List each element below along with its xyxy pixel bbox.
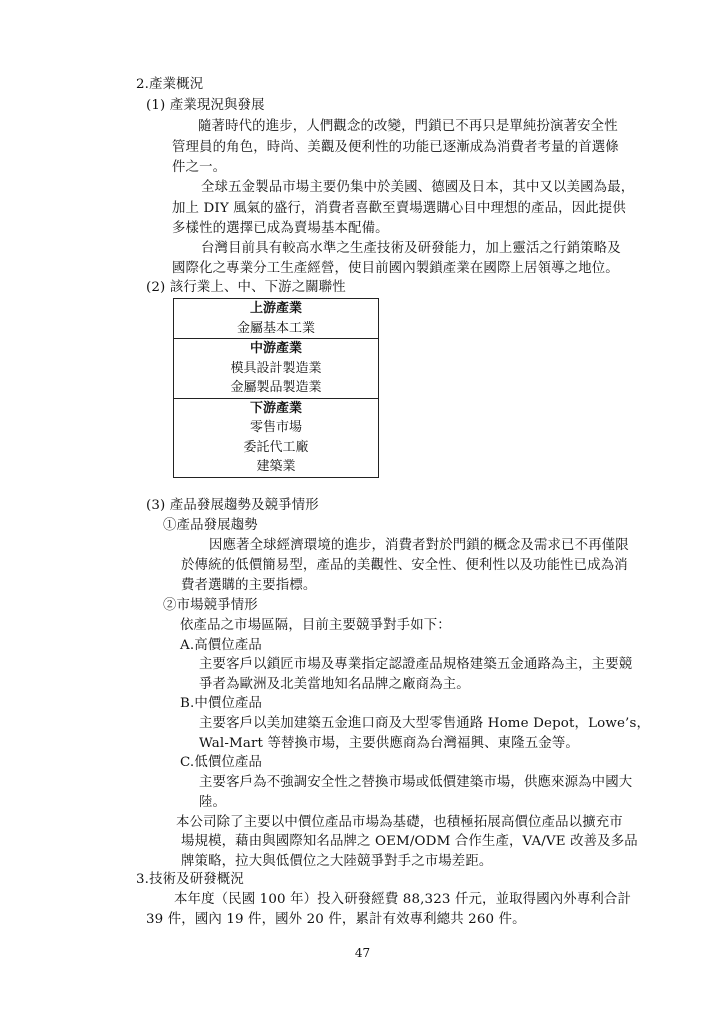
para-line: 本公司除了主要以中價位產品市場為基礎，也積極拓展高價位產品以擴充市 — [176, 815, 623, 830]
subsection-competition-title: ②市場競爭情形 — [163, 598, 258, 613]
para-line: 於傳統的低價簡易型，產品的美觀性、安全性、便利性以及功能性已成為消 — [181, 558, 628, 573]
page-number: 47 — [354, 946, 371, 960]
para-line: 國際化之專業分工生產經營，使目前國內製鎖產業在國際上居領導之地位。 — [172, 261, 619, 276]
section-2-3-title: (3) 產品發展趨勢及競爭情形 — [146, 498, 319, 513]
para-line: 全球五金製品市場主要仍集中於美國、德國及日本，其中又以美國為最， — [201, 180, 635, 195]
competition-intro: 依產品之市場區隔，目前主要競爭對手如下： — [180, 618, 451, 633]
chain-item-row — [174, 457, 379, 477]
chain-item-row — [174, 378, 379, 398]
segment-c-title: C.低價位產品 — [180, 755, 263, 770]
para-line: Wal-Mart 等替換市場，主要供應商為台灣福興、東隆五金等。 — [199, 736, 579, 751]
para-line: 加上 DIY 風氣的盛行，消費者喜歡至賣場選購心目中理想的產品，因此提供 — [172, 201, 626, 216]
chain-item: 模具設計製造業 — [230, 360, 322, 376]
para-line: 主要客戶為不強調安全性之替換市場或低價建築市場，供應來源為中國大 — [199, 775, 633, 790]
chain-item: 金屬基本工業 — [236, 320, 315, 336]
chain-item: 零售市場 — [249, 420, 302, 435]
chain-header-row — [174, 299, 379, 319]
chain-item-row — [174, 418, 379, 438]
chain-item-row — [174, 438, 379, 458]
section-3-title: 3.技術及研發概況 — [136, 872, 244, 887]
chain-item: 金屬製品製造業 — [230, 380, 322, 395]
para-line: 隨著時代的進步，人們觀念的改變，門鎖已不再只是單純扮演著安全性 — [198, 119, 618, 134]
para-line: 件之一。 — [172, 160, 227, 175]
subsection-trend-title: ①產品發展趨勢 — [163, 518, 258, 533]
para-line: 場規模，藉由與國際知名品牌之 OEM/ODM 合作生產，VA/VE 改善及多品 — [181, 834, 638, 849]
para-line: 爭者為歐洲及北美當地知名品牌之廠商為主。 — [199, 677, 470, 692]
chain-item-row — [174, 359, 379, 379]
chain-header-row — [174, 339, 379, 359]
para-line: 管理員的角色，時尚、美觀及便利性的功能已逐漸成為消費者考量的首選條 — [172, 140, 619, 155]
chain-header-midstream: 中游產業 — [174, 339, 379, 359]
segment-b-title: B.中價位產品 — [180, 696, 263, 711]
chain-item-row — [174, 319, 379, 339]
para-line: 39 件，國內 19 件，國外 20 件，累計有效專利總共 260 件。 — [146, 912, 526, 927]
para-line: 陸。 — [199, 795, 227, 810]
para-line: 多樣性的選擇已成為賣場基本配備。 — [172, 221, 389, 236]
industry-chain-table — [173, 298, 379, 478]
para-line: 費者選購的主要指標。 — [181, 578, 317, 593]
section-2-2-title: (2) 該行業上、中、下游之關聯性 — [146, 280, 346, 295]
chain-header-row — [174, 398, 379, 418]
para-line: 主要客戶以美加建築五金進口商及大型零售通路 Home Depot，Lowe’s， — [199, 716, 651, 731]
chain-item: 建築業 — [256, 459, 296, 474]
section-2-1-title: (1) 產業現況與發展 — [146, 98, 265, 113]
para-line: 牌策略，拉大與低價位之大陸競爭對手之市場差距。 — [181, 854, 493, 869]
chain-header-downstream: 下游產業 — [174, 398, 379, 418]
segment-a-title: A.高價位產品 — [180, 638, 262, 653]
section-2-title: 2.產業概況 — [136, 77, 204, 92]
para-line: 本年度（民國 100 年）投入研發經費 88,323 仟元，並取得國內外專利合計 — [174, 892, 631, 907]
chain-item: 委託代工廠 — [243, 439, 309, 455]
para-line: 主要客戶以鎖匠市場及專業指定認證產品規格建築五金通路為主，主要競 — [199, 657, 633, 672]
chain-header-upstream: 上游產業 — [249, 301, 302, 316]
para-line: 因應著全球經濟環境的進步，消費者對於門鎖的概念及需求已不再僅限 — [209, 538, 629, 553]
para-line: 台灣目前具有較高水準之生產技術及研發能力，加上靈活之行銷策略及 — [201, 241, 621, 256]
